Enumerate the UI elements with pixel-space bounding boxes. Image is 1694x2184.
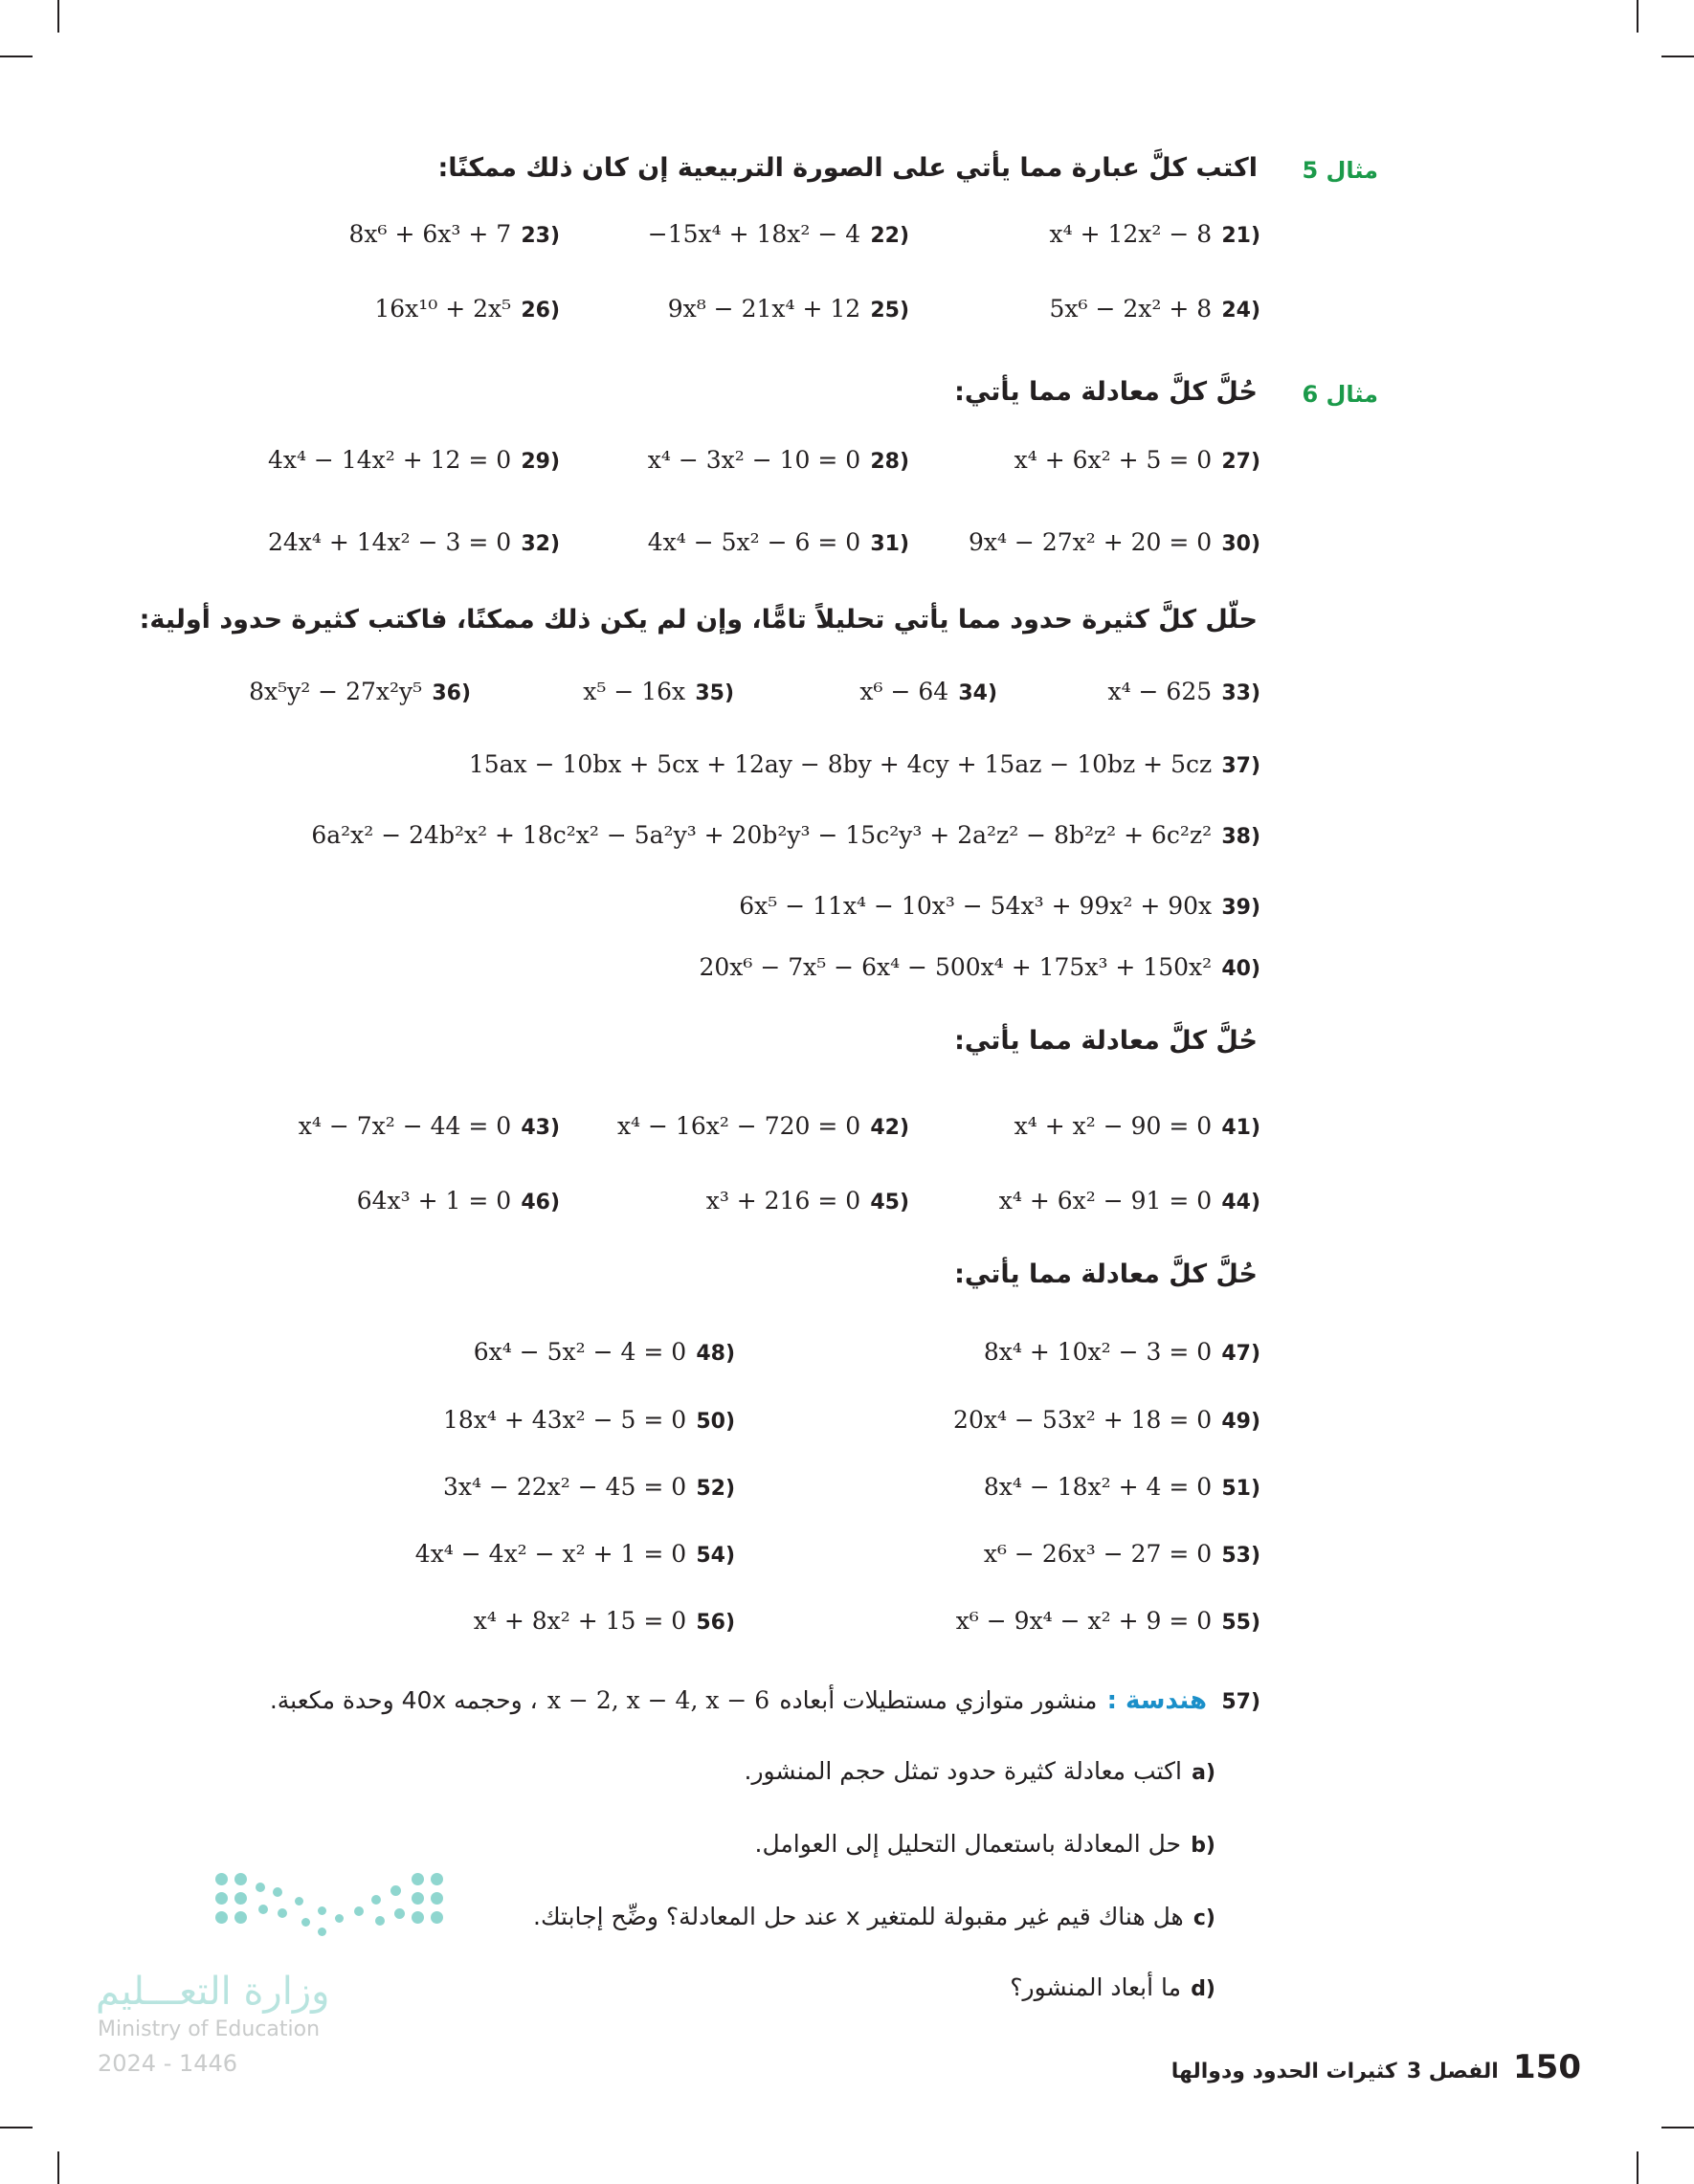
crop-mark — [1637, 0, 1638, 33]
solve-instruction: حُلَّ كلَّ معادلة مما يأتي: — [954, 1026, 1258, 1056]
logo-dot — [390, 1885, 401, 1896]
ministry-name-arabic: وزارة التعـــليم — [96, 1970, 330, 2014]
exercise-item: 6x⁵ − 11x⁴ − 10x³ − 54x³ + 99x² + 90x 39) — [739, 892, 1260, 920]
exercise-item: 64x³ + 1 = 0 46) — [356, 1187, 560, 1215]
exercise-item: x⁵ − 16x 35) — [583, 678, 734, 705]
geometry-part: d) ما أبعاد المنشور؟ — [1010, 1973, 1215, 2001]
exercise-item: 6a²x² − 24b²x² + 18c²x² − 5a²y³ + 20b²y³ − 15c²y³ + 2a²z² − 8b²z² + 6c²z² 38) — [311, 821, 1260, 849]
geometry-part: c) هل هناك قيم غير مقبولة للمتغير x عند حل المعادلة؟ وضِّح إجابتك. — [533, 1903, 1215, 1930]
logo-dot — [394, 1908, 405, 1919]
crop-mark — [1637, 2151, 1638, 2184]
exercise-item: x⁴ + 6x² + 5 = 0 27) — [1014, 446, 1260, 474]
logo-dot — [234, 1911, 247, 1924]
logo-dot — [431, 1911, 443, 1924]
crop-mark — [1661, 56, 1694, 57]
example-5-instruction: اكتب كلَّ عبارة مما يأتي على الصورة التربيعية إن كان ذلك ممكنًا: — [437, 153, 1258, 183]
ministry-logo — [211, 1868, 450, 1945]
exercise-item: 5x⁶ − 2x² + 8 24) — [1049, 295, 1260, 323]
page-footer — [1171, 2048, 1581, 2086]
exercise-item: x⁴ + 8x² + 15 = 0 56) — [473, 1607, 735, 1635]
logo-dot — [431, 1873, 443, 1885]
geometry-part: a) اكتب معادلة كثيرة حدود تمثل حجم المنشور. — [744, 1757, 1215, 1785]
logo-dot — [412, 1911, 424, 1924]
logo-dot — [256, 1883, 265, 1892]
geometry-tag: هندسة : — [1106, 1686, 1208, 1715]
exercise-item: x⁴ − 7x² − 44 = 0 43) — [298, 1112, 560, 1140]
crop-mark — [1661, 2127, 1694, 2128]
exercise-item: −15x⁴ + 18x² − 4 22) — [647, 220, 909, 248]
ministry-year: 2024 - 1446 — [98, 2050, 238, 2077]
crop-mark — [57, 2151, 59, 2184]
exercise-item: x³ + 216 = 0 45) — [705, 1187, 909, 1215]
factor-instruction: حلّل كلَّ كثيرة حدود مما يأتي تحليلاً تامًّا، وإن لم يكن ذلك ممكنًا، فاكتب كثيرة حدود أولية: — [139, 605, 1258, 635]
exercise-item: x⁴ − 3x² − 10 = 0 28) — [647, 446, 909, 474]
exercise-item: x⁴ − 625 33) — [1107, 678, 1260, 705]
page-number: 150 — [1513, 2048, 1581, 2086]
exercise-item: 8x⁴ + 10x² − 3 = 0 47) — [983, 1338, 1260, 1366]
logo-dot — [273, 1887, 282, 1897]
chapter-title: كثيرات الحدود ودوالها — [1170, 2060, 1397, 2084]
logo-dot — [295, 1897, 303, 1905]
exercise-item: 15ax − 10bx + 5cx + 12ay − 8by + 4cy + 15az − 10bz + 5cz 37) — [468, 750, 1260, 778]
example-5-label: مثال 5 — [1302, 157, 1378, 184]
exercise-item: 8x⁵y² − 27x²y⁵ 36) — [249, 678, 471, 705]
logo-dot — [335, 1914, 344, 1923]
crop-mark — [57, 0, 59, 33]
exercise-item: x⁴ + 12x² − 8 21) — [1049, 220, 1260, 248]
exercise-item: x⁴ − 16x² − 720 = 0 42) — [616, 1112, 909, 1140]
logo-dot — [318, 1906, 326, 1915]
chapter-label: الفصل 3 — [1406, 2060, 1499, 2084]
logo-dot — [375, 1916, 385, 1926]
example-6-label: مثال 6 — [1302, 381, 1378, 408]
logo-dot — [215, 1911, 228, 1924]
logo-dot — [431, 1892, 443, 1905]
exercise-item: 4x⁴ − 5x² − 6 = 0 31) — [647, 528, 909, 556]
logo-dot — [258, 1905, 268, 1914]
logo-dot — [412, 1873, 424, 1885]
logo-dot — [412, 1892, 424, 1905]
logo-dot — [301, 1918, 310, 1927]
exercise-item: x⁶ − 26x³ − 27 = 0 53) — [983, 1540, 1260, 1568]
exercise-item: 20x⁴ − 53x² + 18 = 0 49) — [953, 1406, 1260, 1434]
exercise-item: 20x⁶ − 7x⁵ − 6x⁴ − 500x⁴ + 175x³ + 150x² 40) — [699, 953, 1260, 981]
logo-dot — [354, 1906, 364, 1916]
exercise-item: 4x⁴ − 14x² + 12 = 0 29) — [267, 446, 560, 474]
exercise-item: 9x⁸ − 21x⁴ + 12 25) — [667, 295, 909, 323]
exercise-item: 16x¹⁰ + 2x⁵ 26) — [374, 295, 560, 323]
geometry-part: b) حل المعادلة باستعمال التحليل إلى العوامل. — [754, 1830, 1215, 1858]
logo-dot — [278, 1908, 287, 1918]
exercise-item: x⁴ + 6x² − 91 = 0 44) — [998, 1187, 1260, 1215]
exercise-item: 6x⁴ − 5x² − 4 = 0 48) — [473, 1338, 735, 1366]
exercise-item: 4x⁴ − 4x² − x² + 1 = 0 54) — [414, 1540, 735, 1568]
ministry-name-english: Ministry of Education — [98, 2017, 321, 2041]
exercise-item: 9x⁴ − 27x² + 20 = 0 30) — [968, 528, 1260, 556]
exercise-item: 18x⁴ + 43x² − 5 = 0 50) — [442, 1406, 735, 1434]
solve-instruction: حُلَّ كلَّ معادلة مما يأتي: — [954, 1259, 1258, 1289]
crop-mark — [0, 56, 33, 57]
logo-dot — [234, 1873, 247, 1885]
logo-dot — [215, 1873, 228, 1885]
exercise-item: x⁶ − 9x⁴ − x² + 9 = 0 55) — [955, 1607, 1260, 1635]
logo-dot — [234, 1892, 247, 1905]
logo-dot — [215, 1892, 228, 1905]
exercise-item: 24x⁴ + 14x² − 3 = 0 32) — [267, 528, 560, 556]
example-6-instruction: حُلَّ كلَّ معادلة مما يأتي: — [954, 377, 1258, 407]
exercise-item: 8x⁴ − 18x² + 4 = 0 51) — [983, 1473, 1260, 1501]
exercise-item: 8x⁶ + 6x³ + 7 23) — [348, 220, 560, 248]
logo-dot — [371, 1895, 381, 1905]
geometry-problem: 57) هندسة : منشور متوازي مستطيلات أبعاده x − 2, x − 4, x − 6 ، وحجمه 40x وحدة مكعبة. — [269, 1686, 1260, 1715]
logo-dot — [318, 1928, 326, 1936]
exercise-item: x⁴ + x² − 90 = 0 41) — [1014, 1112, 1260, 1140]
exercise-item: 3x⁴ − 22x² − 45 = 0 52) — [442, 1473, 735, 1501]
crop-mark — [0, 2127, 33, 2128]
exercise-item: x⁶ − 64 34) — [859, 678, 997, 705]
